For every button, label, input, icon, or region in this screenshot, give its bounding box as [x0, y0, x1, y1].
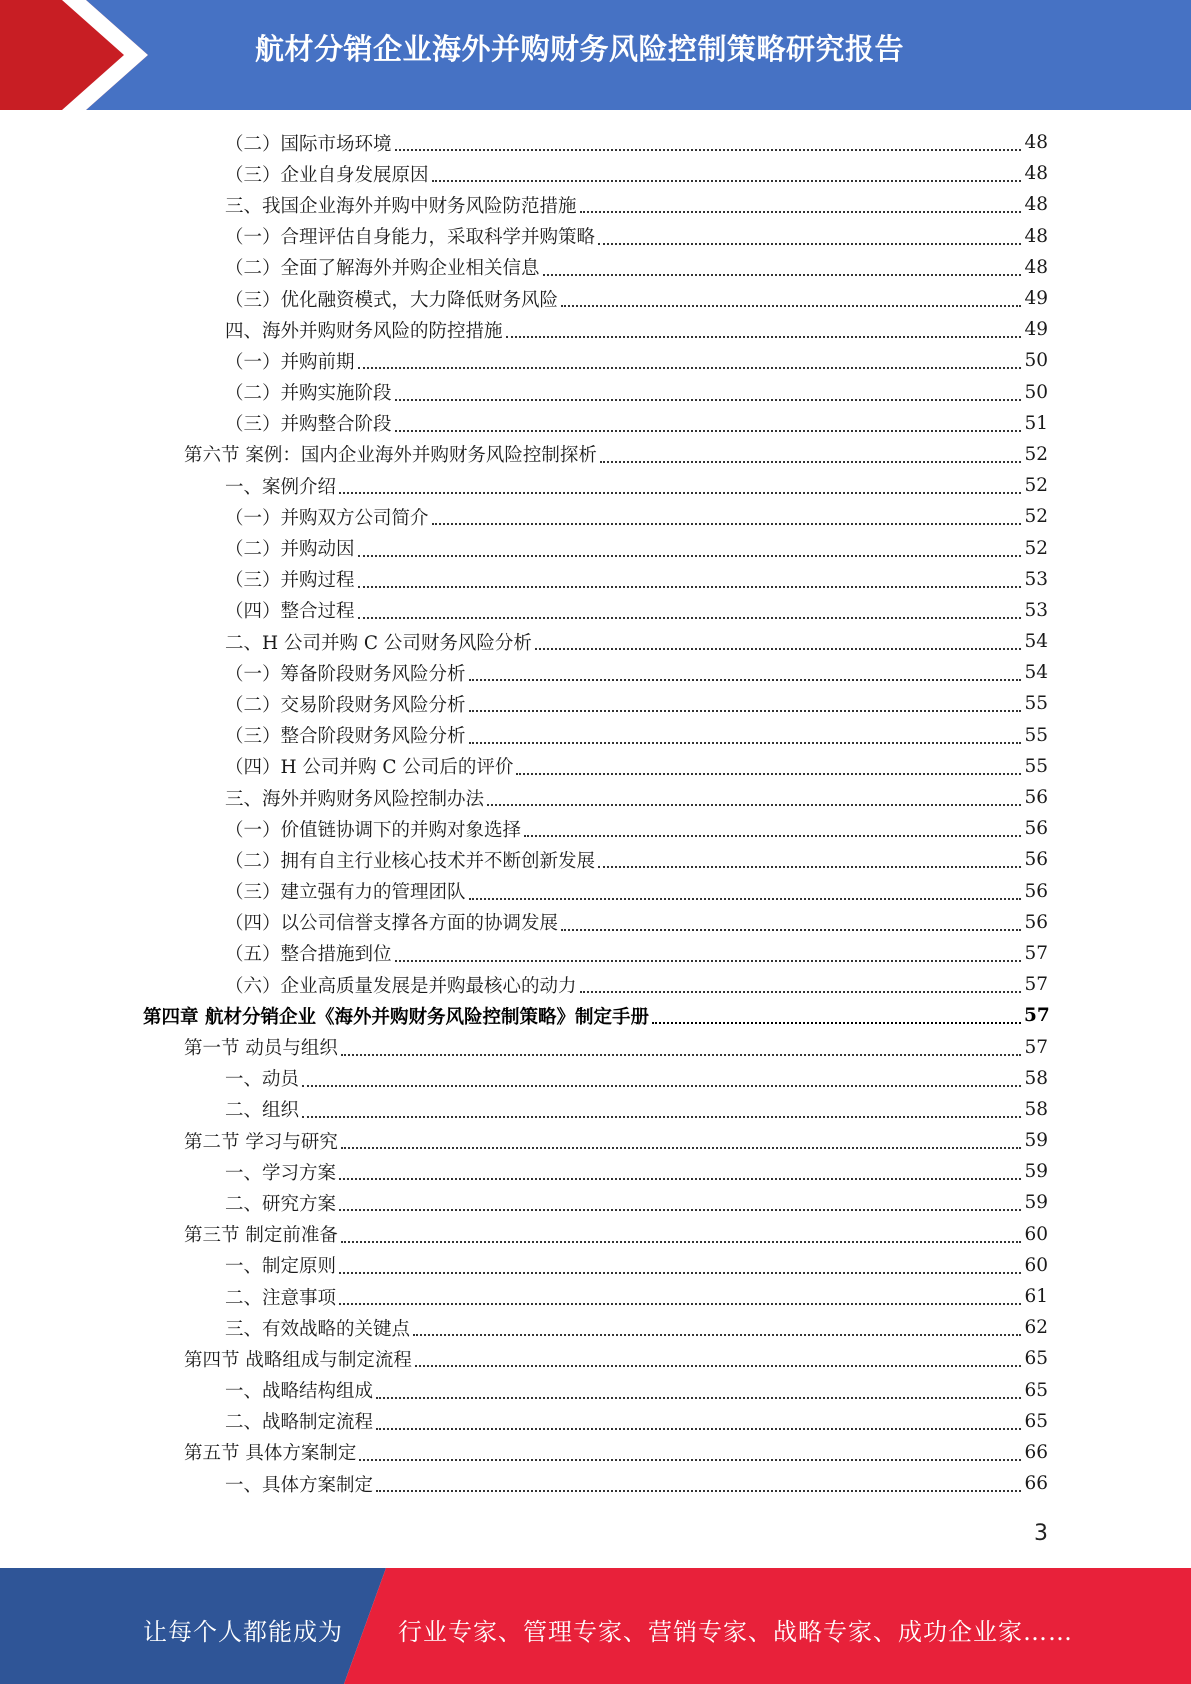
toc-dot-leader: [469, 741, 1021, 744]
toc-entry[interactable]: [0, 1312, 1191, 1343]
toc-entry-page: 48: [1024, 194, 1048, 216]
toc-dot-leader: [580, 990, 1021, 993]
toc-entry-title: 一、动员: [225, 1069, 300, 1091]
toc-entry-page: 56: [1024, 787, 1048, 809]
toc-dot-leader: [415, 1364, 1021, 1367]
toc-entry[interactable]: [0, 501, 1191, 532]
toc-dot-leader: [339, 491, 1021, 494]
toc-entry-title: （二）拥有自主行业核心技术并不断创新发展: [225, 850, 596, 872]
toc-entry-title: 一、具体方案制定: [225, 1474, 374, 1496]
toc-dot-leader: [524, 834, 1021, 837]
toc-entry[interactable]: [0, 657, 1191, 688]
toc-entry-title: （二）全面了解海外并购企业相关信息: [225, 258, 540, 280]
toc-entry-title: 一、学习方案: [225, 1162, 337, 1184]
report-title: 航材分销企业海外并购财务风险控制策略研究报告: [255, 32, 905, 66]
toc-dot-leader: [341, 1146, 1021, 1149]
header-chevron-graphic: [0, 0, 160, 110]
toc-entry-page: 50: [1024, 350, 1048, 372]
toc-entry-title: 二、战略制定流程: [225, 1412, 374, 1434]
toc-entry-title: （三）并购过程: [225, 570, 355, 592]
toc-dot-leader: [395, 959, 1021, 962]
toc-entry[interactable]: [0, 470, 1191, 501]
toc-dot-leader: [341, 1240, 1021, 1243]
toc-entry-page: 54: [1024, 662, 1048, 684]
toc-entry[interactable]: [0, 938, 1191, 969]
toc-entry-page: 52: [1024, 475, 1048, 497]
toc-dot-leader: [358, 585, 1021, 588]
toc-entry[interactable]: [0, 158, 1191, 189]
toc-dot-leader: [376, 1427, 1021, 1430]
toc-entry[interactable]: [0, 221, 1191, 252]
toc-entry-page: 55: [1024, 724, 1048, 746]
page-number: 3: [1034, 1521, 1048, 1546]
toc-entry-title: （三）整合阶段财务风险分析: [225, 726, 466, 748]
toc-entry-page: 57: [1024, 974, 1048, 996]
toc-entry-title: （二）国际市场环境: [225, 133, 392, 155]
toc-entry[interactable]: [0, 751, 1191, 782]
toc-entry[interactable]: [0, 1343, 1191, 1374]
toc-entry-title: （三）并购整合阶段: [225, 414, 392, 436]
toc-entry-title: （五）整合措施到位: [225, 944, 392, 966]
toc-entry-page: 57: [1024, 1005, 1050, 1027]
toc-entry-page: 55: [1024, 755, 1048, 777]
toc-entry[interactable]: [0, 844, 1191, 875]
toc-entry[interactable]: [0, 1375, 1191, 1406]
toc-dot-leader: [359, 1458, 1021, 1461]
toc-entry-page: 66: [1024, 1473, 1048, 1495]
toc-entry-page: 52: [1024, 537, 1048, 559]
toc-entry[interactable]: [0, 1063, 1191, 1094]
toc-dot-leader: [469, 897, 1021, 900]
toc-entry-page: 57: [1024, 942, 1048, 964]
toc-entry-title: （一）合理评估自身能力，采取科学并购策略: [225, 227, 596, 249]
toc-entry-page: 60: [1024, 1223, 1048, 1245]
toc-entry-title: （二）并购动因: [225, 539, 355, 561]
toc-entry[interactable]: [0, 564, 1191, 595]
toc-dot-leader: [600, 460, 1021, 463]
toc-entry-page: 48: [1024, 163, 1048, 185]
toc-entry-title: （四）H 公司并购 C 公司后的评价: [225, 757, 514, 779]
toc-entry-title: 二、注意事项: [225, 1287, 337, 1309]
toc-entry-title: 第六节 案例：国内企业海外并购财务风险控制探析: [184, 445, 597, 467]
toc-entry-title: 第四节 战略组成与制定流程: [184, 1349, 412, 1371]
toc-entry[interactable]: [0, 189, 1191, 220]
toc-entry-title: （四）整合过程: [225, 601, 355, 623]
toc-entry-page: 52: [1024, 506, 1048, 528]
toc-dot-leader: [469, 678, 1021, 681]
toc-entry-page: 56: [1024, 818, 1048, 840]
toc-entry[interactable]: [0, 1281, 1191, 1312]
toc-entry-page: 48: [1024, 132, 1048, 154]
toc-entry-title: （一）筹备阶段财务风险分析: [225, 663, 466, 685]
toc-dot-leader: [395, 398, 1021, 401]
toc-entry-page: 59: [1024, 1130, 1048, 1152]
toc-entry-title: 二、组织: [225, 1100, 300, 1122]
toc-entry-title: 二、H 公司并购 C 公司财务风险分析: [225, 632, 532, 654]
toc-entry[interactable]: [0, 1000, 1191, 1031]
toc-entry-title: （一）价值链协调下的并购对象选择: [225, 819, 522, 841]
toc-entry-page: 49: [1024, 288, 1048, 310]
toc-entry-title: 四、海外并购财务风险的防控措施: [225, 320, 503, 342]
toc-entry[interactable]: [0, 1468, 1191, 1499]
toc-entry[interactable]: [0, 595, 1191, 626]
toc-entry[interactable]: [0, 1219, 1191, 1250]
toc-dot-leader: [413, 1333, 1021, 1336]
toc-dot-leader: [516, 772, 1021, 775]
toc-entry[interactable]: [0, 876, 1191, 907]
toc-entry-title: 一、制定原则: [225, 1256, 337, 1278]
toc-entry-page: 65: [1024, 1379, 1048, 1401]
toc-dot-leader: [358, 366, 1021, 369]
toc-entry-title: （三）企业自身发展原因: [225, 164, 429, 186]
toc-entry-title: （二）交易阶段财务风险分析: [225, 694, 466, 716]
toc-entry-page: 50: [1024, 381, 1048, 403]
toc-dot-leader: [543, 273, 1021, 276]
toc-entry-page: 55: [1024, 693, 1048, 715]
toc-entry[interactable]: [0, 1156, 1191, 1187]
toc-dot-leader: [358, 554, 1021, 557]
toc-entry[interactable]: [0, 1187, 1191, 1218]
toc-dot-leader: [302, 1084, 1021, 1087]
toc-dot-leader: [469, 709, 1021, 712]
footer-slogan-right: 行业专家、管理专家、营销专家、战略专家、成功企业家……: [398, 1618, 1073, 1646]
toc-entry-page: 65: [1024, 1348, 1048, 1370]
toc-entry[interactable]: [0, 252, 1191, 283]
toc-entry-page: 58: [1024, 1098, 1048, 1120]
toc-entry-page: 53: [1024, 568, 1048, 590]
toc-entry[interactable]: [0, 1031, 1191, 1062]
toc-entry-title: （二）并购实施阶段: [225, 383, 392, 405]
toc-entry[interactable]: [0, 1250, 1191, 1281]
toc-entry-title: 三、我国企业海外并购中财务风险防范措施: [225, 195, 577, 217]
toc-dot-leader: [487, 803, 1021, 806]
toc-entry[interactable]: [0, 688, 1191, 719]
toc-entry-page: 65: [1024, 1410, 1048, 1432]
toc-entry-title: 三、海外并购财务风险控制办法: [225, 788, 485, 810]
toc-entry-title: 第一节 动员与组织: [184, 1038, 338, 1060]
toc-entry[interactable]: [0, 626, 1191, 657]
footer-slogan-left: 让每个人都能成为: [143, 1618, 343, 1646]
toc-dot-leader: [432, 522, 1021, 525]
toc-entry-page: 61: [1024, 1286, 1048, 1308]
toc-dot-leader: [652, 1021, 1021, 1024]
toc-dot-leader: [598, 242, 1021, 245]
toc-entry-page: 48: [1024, 225, 1048, 247]
toc-entry[interactable]: [0, 1125, 1191, 1156]
toc-entry-page: 54: [1024, 631, 1048, 653]
toc-entry-title: （六）企业高质量发展是并购最核心的动力: [225, 975, 577, 997]
table-of-contents: [0, 127, 1191, 1499]
toc-entry-title: （四）以公司信誉支撑各方面的协调发展: [225, 913, 559, 935]
toc-entry-title: 第三节 制定前准备: [184, 1225, 338, 1247]
toc-dot-leader: [580, 210, 1021, 213]
toc-entry-page: 56: [1024, 880, 1048, 902]
toc-entry[interactable]: [0, 408, 1191, 439]
toc-entry[interactable]: [0, 969, 1191, 1000]
toc-entry[interactable]: [0, 782, 1191, 813]
toc-entry-title: （一）并购双方公司简介: [225, 507, 429, 529]
toc-dot-leader: [395, 148, 1021, 151]
toc-dot-leader: [598, 865, 1021, 868]
toc-entry-title: 第二节 学习与研究: [184, 1131, 338, 1153]
toc-entry[interactable]: [0, 532, 1191, 563]
header-band: [0, 0, 1191, 110]
toc-dot-leader: [395, 429, 1021, 432]
toc-entry-page: 58: [1024, 1067, 1048, 1089]
toc-dot-leader: [561, 928, 1021, 931]
toc-entry-page: 60: [1024, 1254, 1048, 1276]
toc-entry-page: 51: [1024, 412, 1048, 434]
toc-dot-leader: [358, 616, 1021, 619]
toc-entry-title: 二、研究方案: [225, 1193, 337, 1215]
toc-entry[interactable]: [0, 1406, 1191, 1437]
toc-entry[interactable]: [0, 813, 1191, 844]
toc-dot-leader: [341, 1053, 1021, 1056]
toc-entry-title: 第五节 具体方案制定: [184, 1443, 357, 1465]
toc-entry-title: 一、案例介绍: [225, 476, 337, 498]
footer-band: [0, 1568, 1191, 1684]
toc-entry[interactable]: [0, 377, 1191, 408]
toc-dot-leader: [376, 1489, 1021, 1492]
toc-dot-leader: [339, 1271, 1021, 1274]
toc-entry-page: 57: [1024, 1036, 1048, 1058]
toc-entry-title: （三）建立强有力的管理团队: [225, 882, 466, 904]
toc-dot-leader: [339, 1177, 1021, 1180]
toc-entry-page: 59: [1024, 1161, 1048, 1183]
toc-entry-page: 48: [1024, 256, 1048, 278]
toc-dot-leader: [302, 1115, 1021, 1118]
toc-entry[interactable]: [0, 283, 1191, 314]
toc-entry[interactable]: [0, 314, 1191, 345]
toc-entry[interactable]: [0, 720, 1191, 751]
toc-entry-page: 56: [1024, 849, 1048, 871]
toc-entry[interactable]: [0, 345, 1191, 376]
toc-entry-page: 59: [1024, 1192, 1048, 1214]
toc-entry-title: 第四章 航材分销企业《海外并购财务风险控制策略》制定手册: [143, 1006, 649, 1028]
toc-dot-leader: [339, 1302, 1021, 1305]
toc-entry-page: 52: [1024, 443, 1048, 465]
toc-entry[interactable]: [0, 907, 1191, 938]
toc-entry-page: 49: [1024, 319, 1048, 341]
toc-entry[interactable]: [0, 127, 1191, 158]
toc-dot-leader: [376, 1396, 1021, 1399]
toc-entry-title: 一、战略结构组成: [225, 1381, 374, 1403]
toc-entry-title: （三）优化融资模式，大力降低财务风险: [225, 289, 559, 311]
toc-entry[interactable]: [0, 1094, 1191, 1125]
toc-entry-page: 66: [1024, 1441, 1048, 1463]
toc-dot-leader: [432, 179, 1021, 182]
toc-dot-leader: [339, 1208, 1021, 1211]
toc-entry-page: 56: [1024, 911, 1048, 933]
toc-entry-page: 62: [1024, 1317, 1048, 1339]
toc-dot-leader: [506, 335, 1021, 338]
toc-entry-title: （一）并购前期: [225, 351, 355, 373]
toc-entry[interactable]: [0, 1437, 1191, 1468]
toc-entry-page: 53: [1024, 599, 1048, 621]
toc-entry-title: 三、有效战略的关键点: [225, 1318, 411, 1340]
toc-dot-leader: [561, 304, 1021, 307]
toc-entry[interactable]: [0, 439, 1191, 470]
toc-dot-leader: [535, 647, 1021, 650]
